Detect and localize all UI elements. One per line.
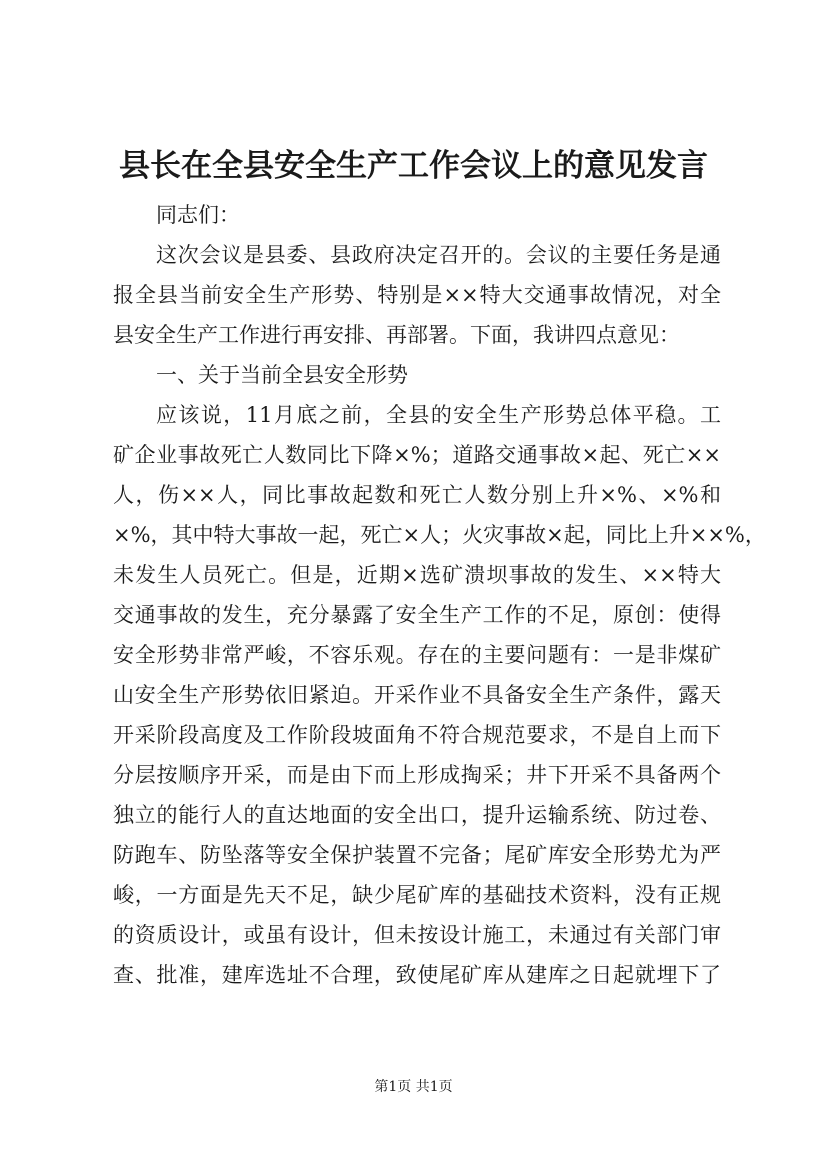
body-line: 查、批准，建库选址不合理，致使尾矿库从建库之日起就埋下了 [113,963,721,987]
body-line: 的资质设计，或虽有设计，但未按设计施工，未通过有关部门审 [113,923,721,947]
body-line: 独立的能行人的直达地面的安全出口，提升运输系统、防过卷、 [113,803,721,827]
body-line: 这次会议是县委、县政府决定召开的。会议的主要任务是通 [156,243,721,267]
greeting-line: 同志们： [156,203,240,227]
body-line: 峻，一方面是先天不足，缺少尾矿库的基础技术资料，没有正规 [113,883,721,907]
section-heading: 一、关于当前全县安全形势 [156,363,408,387]
body-line: 分层按顺序开采，而是由下而上形成掏采；井下开采不具备两个 [113,763,721,787]
body-line: 开采阶段高度及工作阶段坡面角不符合规范要求，不是自上而下 [113,723,721,747]
body-line: 应该说，11月底之前，全县的安全生产形势总体平稳。工 [156,403,721,427]
body-line: ×%，其中特大事故一起，死亡×人；火灾事故×起，同比上升××%， [113,523,766,547]
body-line: 矿企业事故死亡人数同比下降×%；道路交通事故×起、死亡×× [113,443,721,467]
body-line: 县安全生产工作进行再安排、再部署。下面，我讲四点意见： [113,323,680,347]
body-line: 安全形势非常严峻，不容乐观。存在的主要问题有：一是非煤矿 [113,643,721,667]
page-number-footer: 第1页 共1页 [374,1079,453,1095]
document-title: 县长在全县安全生产工作会议上的意见发言 [119,148,708,184]
body-line: 未发生人员死亡。但是，近期×选矿溃坝事故的发生、××特大 [113,563,721,587]
body-line: 山安全生产形势依旧紧迫。开采作业不具备安全生产条件，露天 [113,683,721,707]
body-line: 交通事故的发生，充分暴露了安全生产工作的不足，原创：使得 [113,603,721,627]
body-line: 人，伤××人，同比事故起数和死亡人数分别上升×%、×%和 [113,483,721,507]
body-line: 防跑车、防坠落等安全保护装置不完备；尾矿库安全形势尤为严 [113,843,721,867]
document-body [113,195,766,995]
body-line: 报全县当前安全生产形势、特别是××特大交通事故情况，对全 [113,283,721,307]
